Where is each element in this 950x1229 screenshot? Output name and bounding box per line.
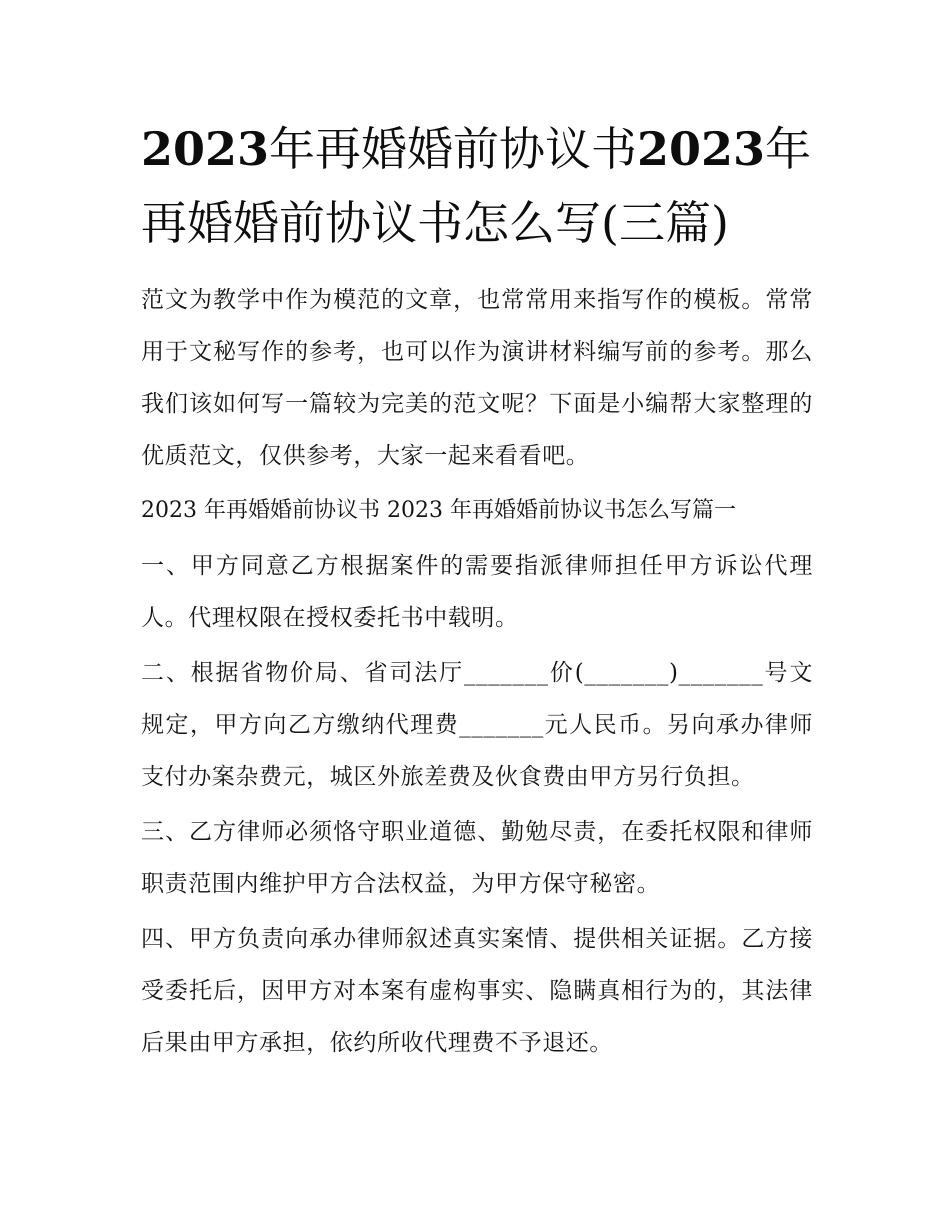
clause-4: 四、甲方负责向承办律师叙述真实案情、提供相关证据。乙方接受委托后，因甲方对本案有虚构事实、隐瞒真相行为的，其法律后果由甲方承担，依约所收代理费不予退还。	[141, 926, 813, 1056]
title-text-part1: 年再婚婚前协议书	[269, 122, 638, 176]
title-year: 2023	[141, 122, 270, 176]
document-body	[141, 112, 813, 1072]
section-heading: 2023 年再婚婚前协议书 2023 年再婚婚前协议书怎么写篇一	[141, 498, 736, 523]
document-title	[141, 112, 813, 260]
title-text-part2: 年再婚婚前协议书怎么写(三篇)	[141, 122, 812, 250]
clause-3: 三、乙方律师必须恪守职业道德、勤勉尽责，在委托权限和律师职责范围内维护甲方合法权益，为甲方保守秘密。	[141, 819, 813, 897]
clause-1: 一、甲方同意乙方根据案件的需要指派律师担任甲方诉讼代理人。代理权限在授权委托书中载明。	[141, 553, 813, 631]
intro-paragraph: 范文为教学中作为模范的文章，也常常用来指写作的模板。常常用于文秘写作的参考，也可以作为演讲材料编写前的参考。那么我们该如何写一篇较为完美的范文呢？下面是小编帮大家整理的优质范文，仅供参考，大家一起来看看吧。	[141, 287, 813, 469]
title-year-second: 2023	[637, 122, 766, 176]
clause-2: 二、根据省物价局、省司法厅_______价(_______)_______号文规定，甲方向乙方缴纳代理费_______元人民币。另向承办律师支付办案杂费元，城区外旅差费及伙食费由甲方另行负担。	[141, 660, 813, 790]
